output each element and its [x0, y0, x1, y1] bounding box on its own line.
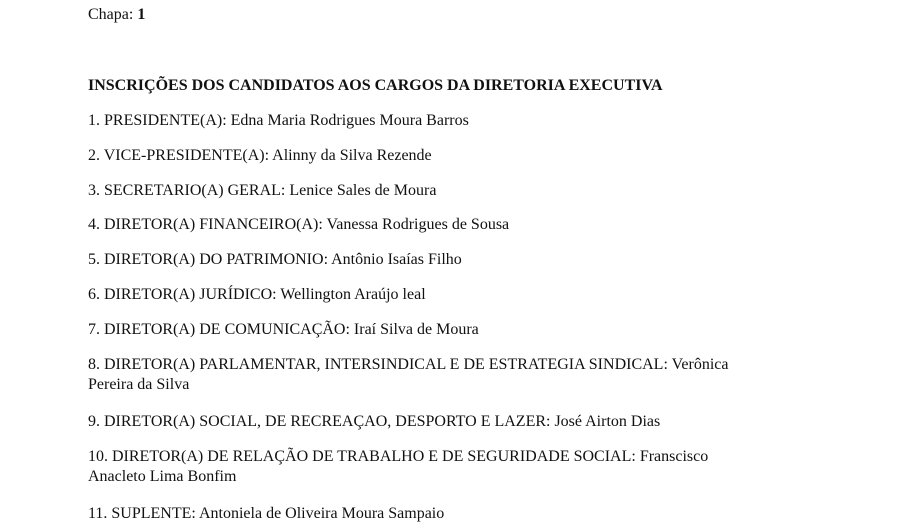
candidate-item-10 — [88, 447, 820, 487]
candidate-item-8-line-1: 8. DIRETOR(A) PARLAMENTAR, INTERSINDICAL E DE ESTRATEGIA SINDICAL: Verônica — [88, 356, 729, 373]
candidate-item-5: 5. DIRETOR(A) DO PATRIMONIO: Antônio Isaías Filho — [88, 251, 462, 268]
candidate-item-3: 3. SECRETARIO(A) GERAL: Lenice Sales de Moura — [88, 182, 437, 199]
candidate-item-4: 4. DIRETOR(A) FINANCEIRO(A): Vanessa Rodrigues de Sousa — [88, 216, 510, 233]
chapa-number: 1 — [137, 6, 146, 23]
section-title: INSCRIÇÕES DOS CANDIDATOS AOS CARGOS DA DIRETORIA EXECUTIVA — [88, 77, 663, 94]
candidate-item-10-line-2: Anacleto Lima Bonfim — [88, 468, 237, 485]
chapa-line — [88, 5, 145, 25]
candidate-item-9: 9. DIRETOR(A) SOCIAL, DE RECREAÇAO, DESPORTO E LAZER: José Airton Dias — [88, 413, 661, 430]
candidate-item-11: 11. SUPLENTE: Antoniela de Oliveira Moura Sampaio — [88, 505, 445, 522]
candidate-item-8-line-2: Pereira da Silva — [88, 376, 190, 393]
candidate-item-7: 7. DIRETOR(A) DE COMUNICAÇÃO: Iraí Silva de Moura — [88, 321, 479, 338]
candidate-item-8 — [88, 355, 820, 395]
candidate-item-10-line-1: 10. DIRETOR(A) DE RELAÇÃO DE TRABALHO E DE SEGURIDADE SOCIAL: Franscisco — [88, 448, 709, 465]
candidate-item-1: 1. PRESIDENTE(A): Edna Maria Rodrigues Moura Barros — [88, 112, 469, 129]
candidate-item-6: 6. DIRETOR(A) JURÍDICO: Wellington Araújo leal — [88, 286, 426, 303]
chapa-label: Chapa: — [88, 6, 134, 23]
candidate-item-2: 2. VICE-PRESIDENTE(A): Alinny da Silva Rezende — [88, 147, 432, 164]
